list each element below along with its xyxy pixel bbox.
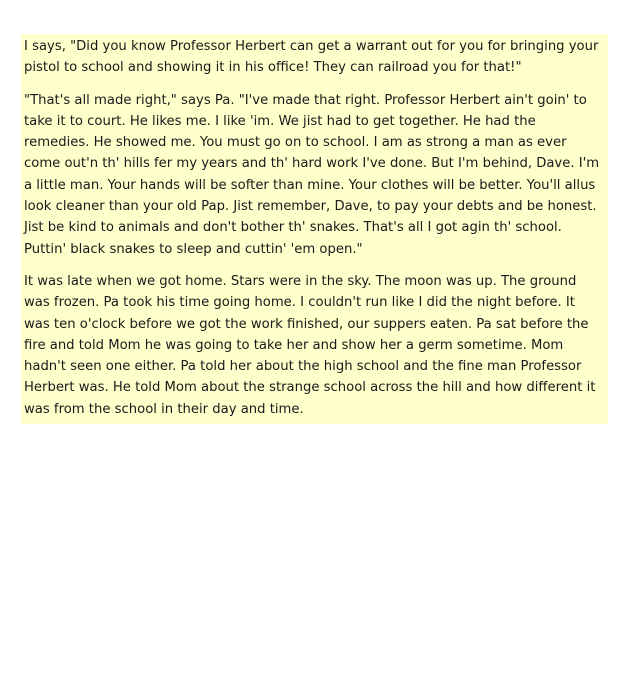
paragraph-2: "That's all made right," says Pa. "I've made that right. Professor Herbert ain't goin' to take it to court. He likes me. I like 'im. We jist had to get together. He had the remedies. He showed me. You must go on to school. I am as strong a man as ever come out'n th' hills fer my years and th' hard work I've done. But I'm behind, Dave. I'm a little man. Your hands will be softer than mine. Your clothes will be better. You'll allus look cleaner than your old Pap. Jist remember, Dave, to pay your debts and be honest. Jist be kind to animals and don't bother th' snakes. That's all I got agin th' school. Puttin' black snakes to sleep and cuttin' 'em open.": [24, 92, 600, 257]
paragraph-3: It was late when we got home. Stars were in the sky. The moon was up. The ground was frozen. Pa took his time going home. I couldn't run like I did the night before. It was ten o'clock before we got the work finished, our suppers eaten. Pa sat before the fire and told Mom he was going to take her and show her a germ sometime. Mom hadn't seen one either. Pa told her about the high school and the fine man Professor Herbert was. He told Mom about the strange school across the hill and how different it was from the school in their day and time.: [24, 273, 596, 417]
highlighted-passage: [21, 34, 608, 424]
paragraph-1: I says, "Did you know Professor Herbert can get a warrant out for you for bringing your pistol to school and showing it in his office! They can railroad you for that!": [24, 39, 599, 76]
